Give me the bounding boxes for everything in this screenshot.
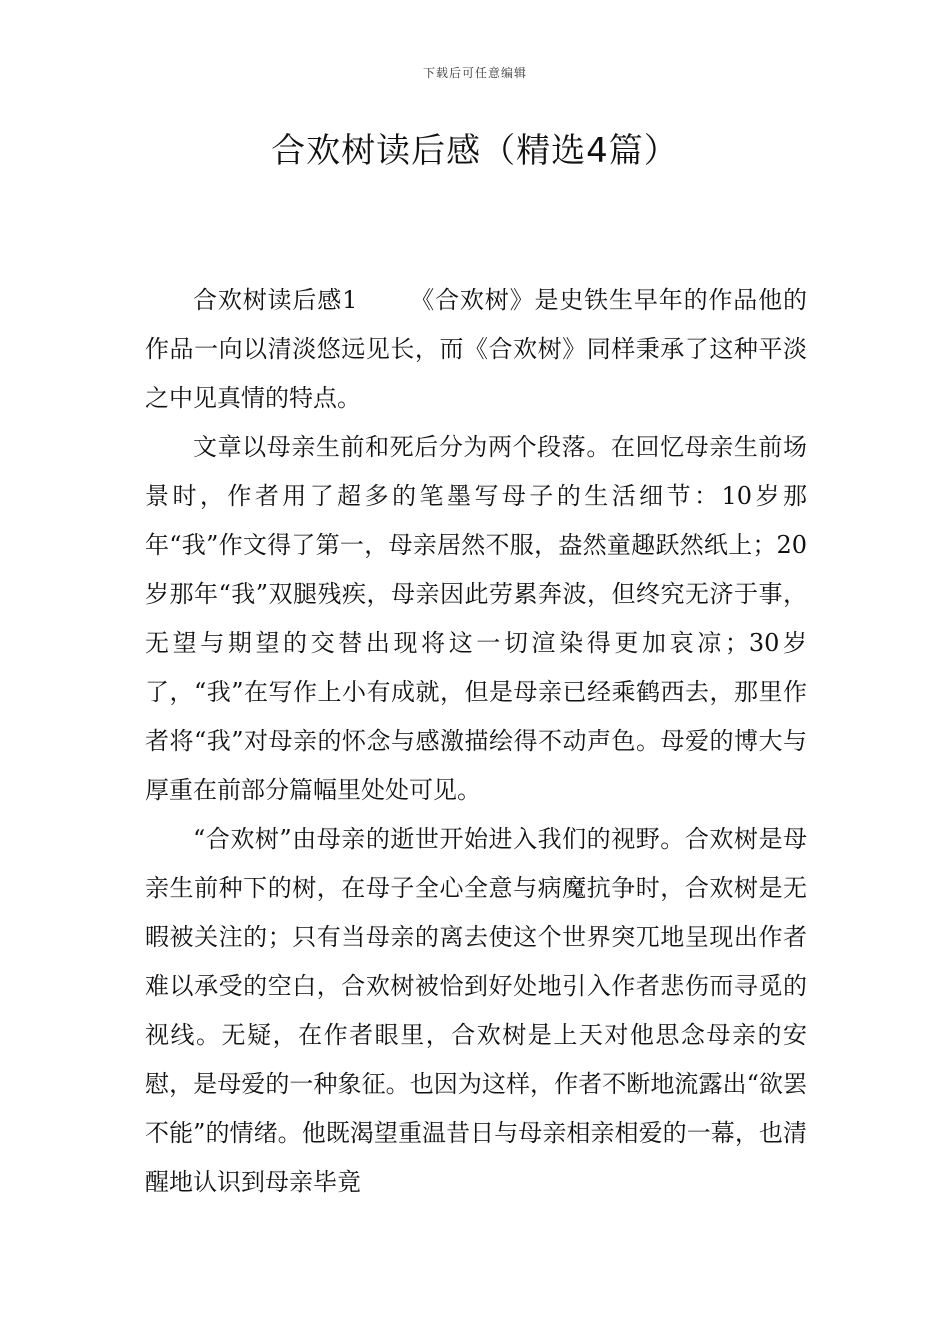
document-title: 合欢树读后感（精选4篇） — [271, 131, 679, 171]
paragraph-text: 《合欢树》是史铁生早年的作品他的作品一向以清淡悠远见长，而《合欢树》同样秉承了这种平淡之中见真情的特点。 — [145, 286, 807, 412]
document-body — [145, 276, 807, 1207]
paragraph-heading: 合欢树读后感1 — [193, 286, 358, 314]
paragraph-3 — [145, 815, 807, 1207]
paragraph-1 — [145, 276, 807, 423]
paragraph-text: 文章以母亲生前和死后分为两个段落。在回忆母亲生前场景时，作者用了超多的笔墨写母子的生活细节：10岁那年“我”作文得了第一，母亲居然不服，盎然童趣跃然纸上；20岁那年“我”双腿残疾，母亲因此劳累奔波，但终究无济于事，无望与期望的交替出现将这一切渲染得更加哀凉；30岁了，“我”在写作上小有成就，但是母亲已经乘鹤西去，那里作者将“我”对母亲的怀念与感激描绘得不动声色。母爱的博大与厚重在前部分篇幅里处处可见。 — [145, 433, 807, 804]
page-header: 下载后可任意编辑 — [422, 66, 527, 80]
paragraph-text: “合欢树”由母亲的逝世开始进入我们的视野。合欢树是母亲生前种下的树，在母子全心全意与病魔抗争时，合欢树是无暇被关注的；只有当母亲的离去使这个世界突兀地呈现出作者难以承受的空白，合欢树被恰到好处地引入作者悲伤而寻觅的视线。无疑，在作者眼里，合欢树是上天对他思念母亲的安慰，是母爱的一种象征。也因为这样，作者不断地流露出“欲罢不能”的情绪。他既渴望重温昔日与母亲相亲相爱的一幕，也清醒地认识到母亲毕竟 — [145, 825, 807, 1196]
paragraph-2 — [145, 423, 807, 815]
